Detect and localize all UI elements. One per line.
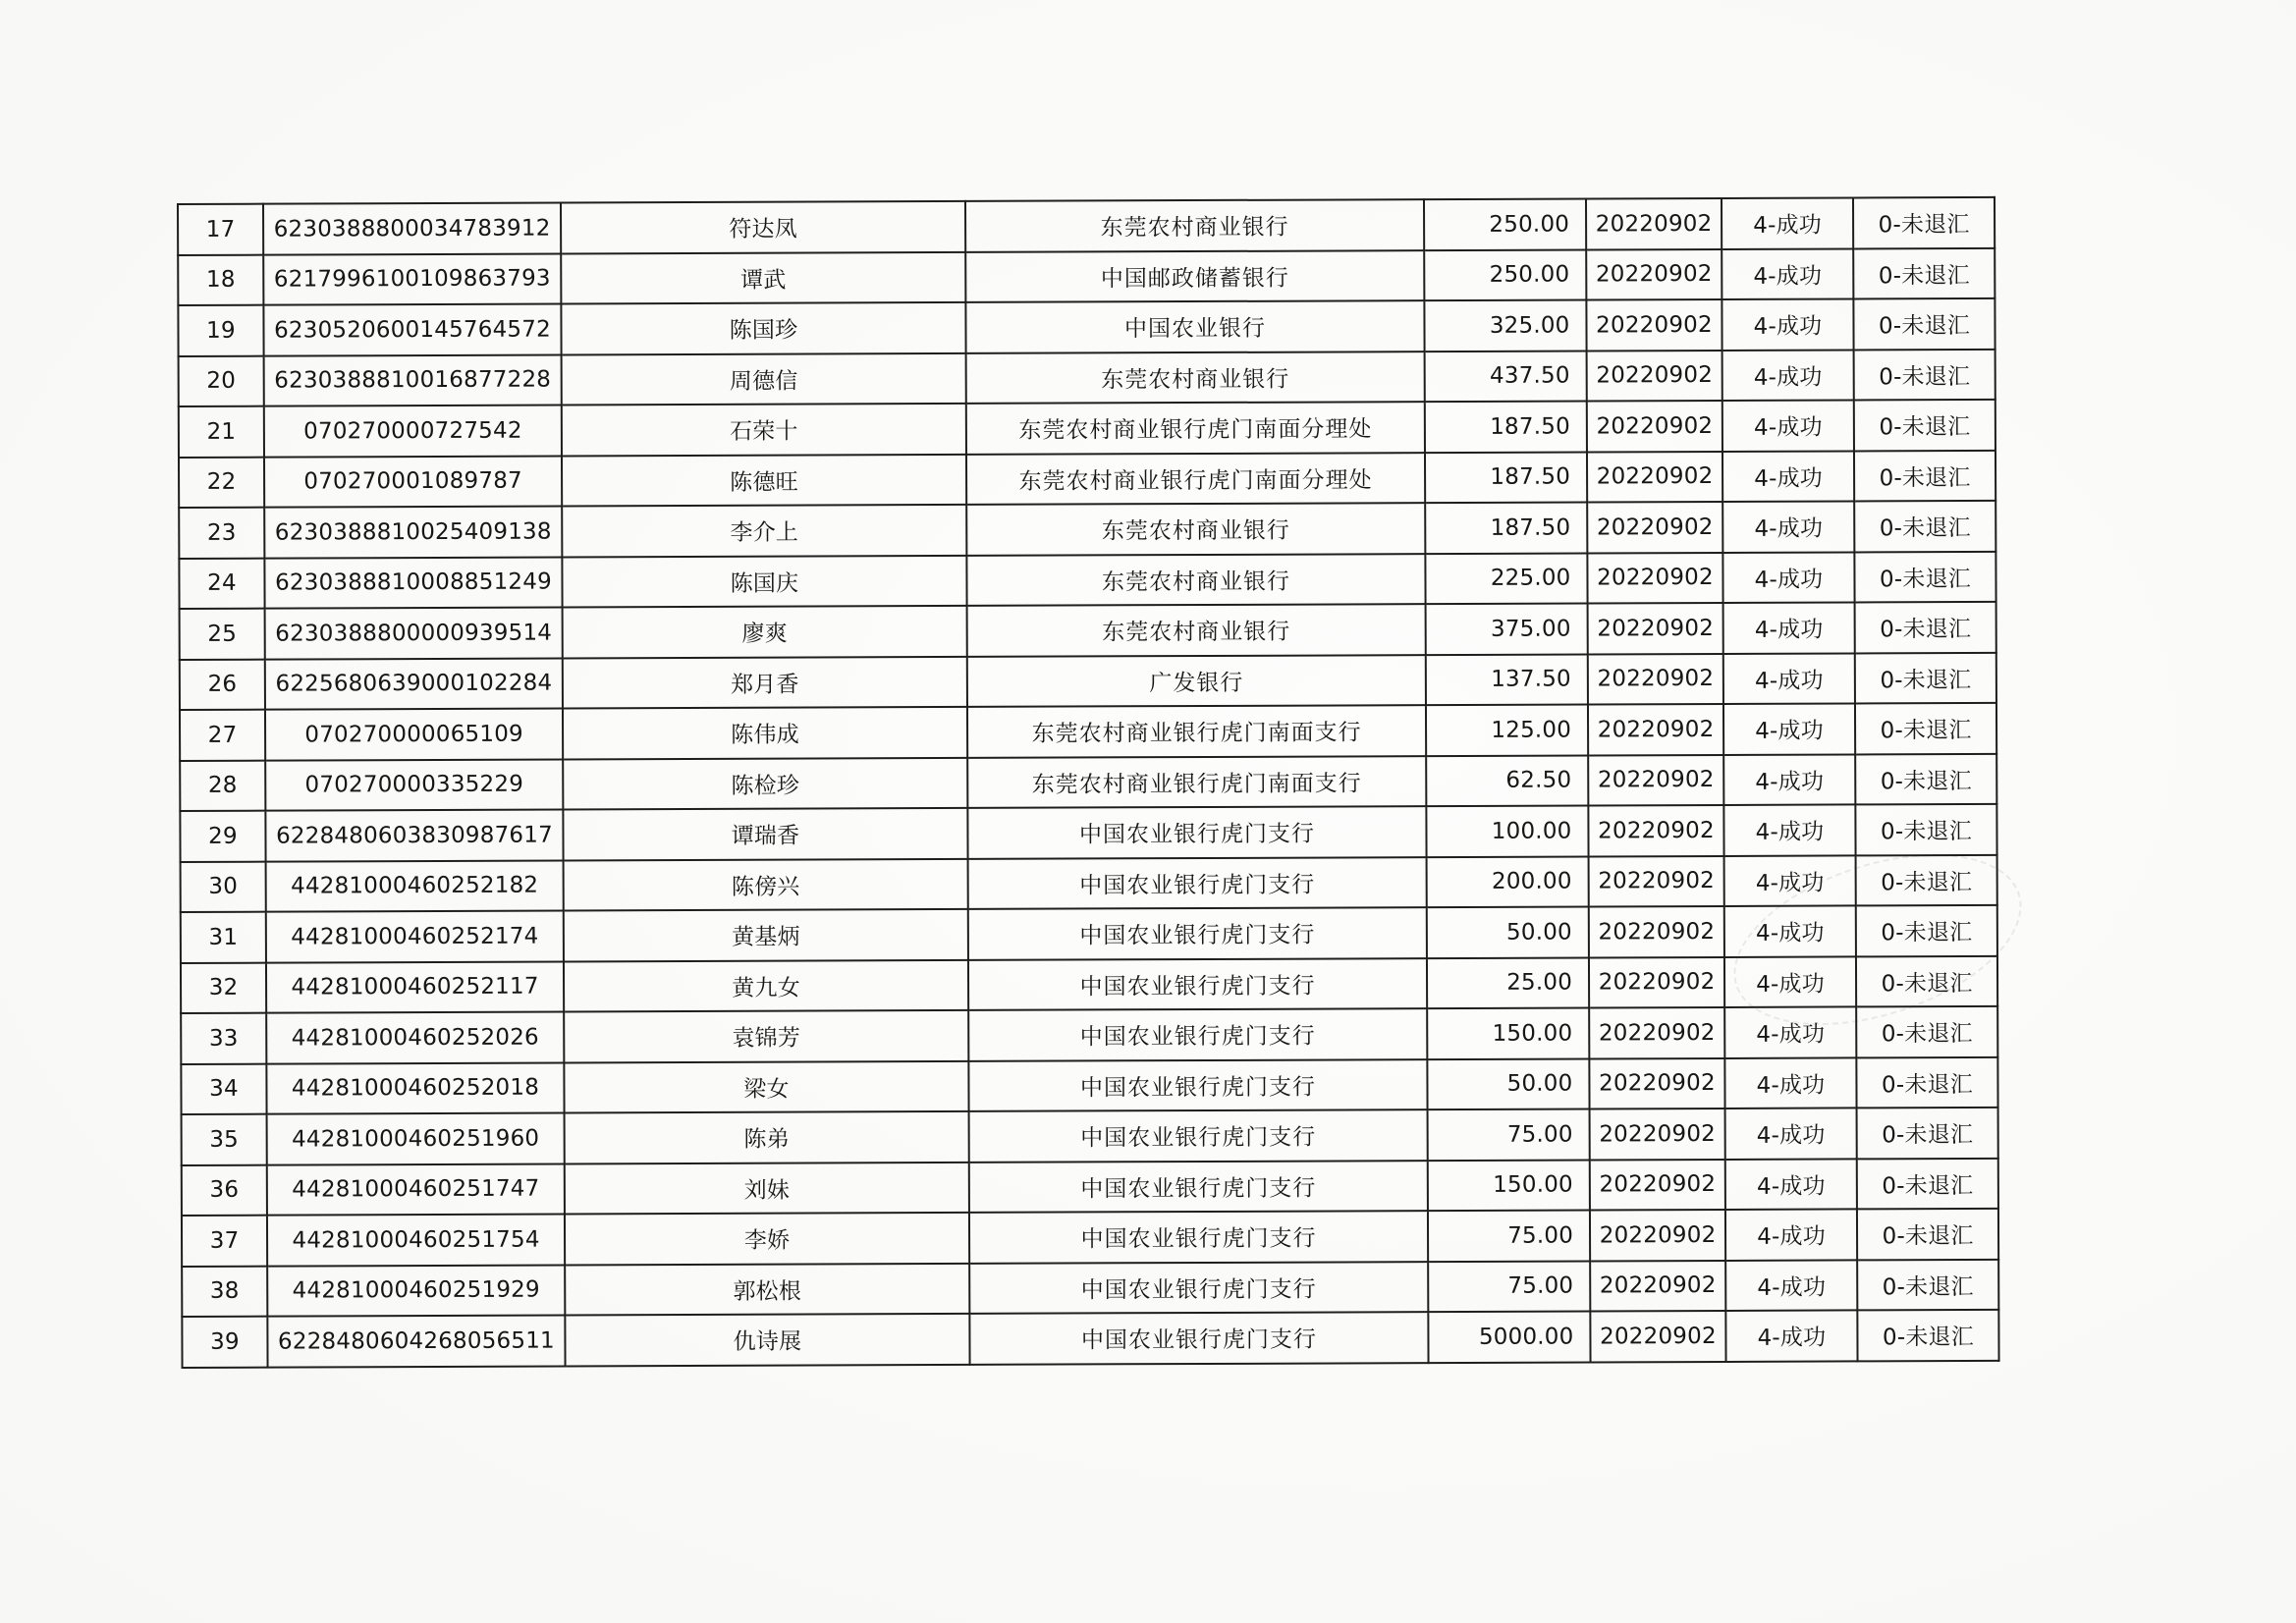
amount-cell: 375.00 [1426, 603, 1588, 654]
account-number-cell: 44281000460252117 [266, 961, 564, 1013]
account-number-cell: 6230520600145764572 [263, 303, 561, 355]
date-cell: 20220902 [1589, 855, 1724, 906]
row-number-cell: 27 [180, 710, 265, 761]
row-number-cell: 26 [180, 659, 265, 710]
status-cell: 4-成功 [1723, 754, 1855, 805]
refund-status-cell: 0-未退汇 [1855, 602, 1996, 653]
bank-name-cell: 中国农业银行虎门支行 [968, 958, 1427, 1010]
bank-name-cell: 东莞农村商业银行 [966, 554, 1425, 606]
amount-cell: 5000.00 [1428, 1311, 1590, 1362]
amount-cell: 225.00 [1425, 553, 1587, 604]
account-number-cell: 44281000460251747 [267, 1163, 565, 1216]
row-number-cell: 28 [180, 760, 265, 811]
account-name-cell: 陈德旺 [562, 454, 966, 506]
status-cell: 4-成功 [1724, 905, 1856, 956]
status-cell: 4-成功 [1723, 653, 1855, 704]
refund-status-cell: 0-未退汇 [1856, 905, 1997, 956]
account-name-cell: 周德信 [562, 352, 966, 405]
date-cell: 20220902 [1590, 1311, 1725, 1362]
account-name-cell: 袁锦芳 [564, 1010, 968, 1062]
date-cell: 20220902 [1587, 401, 1722, 452]
refund-status-cell: 0-未退汇 [1857, 1158, 1998, 1209]
refund-status-cell: 0-未退汇 [1856, 955, 1997, 1006]
table-row [182, 1158, 1998, 1216]
amount-cell: 250.00 [1424, 249, 1586, 300]
refund-status-cell: 0-未退汇 [1856, 1006, 1997, 1057]
table-row [179, 450, 1995, 508]
amount-cell: 125.00 [1426, 704, 1588, 755]
account-name-cell: 刘妹 [565, 1162, 969, 1214]
bank-name-cell: 中国农业银行虎门支行 [967, 806, 1426, 858]
bank-name-cell: 中国邮政储蓄银行 [965, 250, 1424, 302]
refund-status-cell: 0-未退汇 [1857, 1209, 1998, 1260]
status-cell: 4-成功 [1722, 400, 1854, 451]
date-cell: 20220902 [1588, 603, 1723, 654]
status-cell: 4-成功 [1724, 1006, 1856, 1057]
account-number-cell: 44281000460251754 [267, 1214, 565, 1266]
bank-name-cell: 东莞农村商业银行虎门南面分理处 [966, 402, 1425, 454]
account-number-cell: 44281000460252174 [266, 910, 564, 962]
account-name-cell: 李介上 [562, 505, 966, 557]
account-number-cell: 070270000065109 [265, 708, 563, 760]
account-number-cell: 44281000460252182 [266, 860, 564, 912]
status-cell: 4-成功 [1725, 1209, 1857, 1260]
row-number-cell: 34 [181, 1063, 266, 1114]
row-number-cell: 19 [178, 305, 263, 356]
amount-cell: 437.50 [1425, 351, 1587, 402]
table-row [179, 400, 1995, 458]
refund-status-cell: 0-未退汇 [1857, 1108, 1998, 1159]
bank-name-cell: 中国农业银行虎门支行 [968, 907, 1427, 959]
account-number-cell: 6230388810016877228 [264, 354, 562, 406]
row-number-cell: 36 [182, 1164, 267, 1216]
row-number-cell: 23 [179, 508, 264, 559]
status-cell: 4-成功 [1723, 602, 1855, 653]
row-number-cell: 21 [179, 406, 264, 458]
bank-name-cell: 东莞农村商业银行虎门南面支行 [967, 756, 1426, 808]
table-row [181, 1056, 1997, 1114]
bank-name-cell: 中国农业银行虎门支行 [969, 1161, 1428, 1213]
refund-status-cell: 0-未退汇 [1856, 854, 1997, 905]
status-cell: 4-成功 [1725, 1108, 1857, 1159]
status-cell: 4-成功 [1725, 1310, 1857, 1361]
status-cell: 4-成功 [1722, 248, 1853, 299]
date-cell: 20220902 [1587, 502, 1722, 553]
date-cell: 20220902 [1588, 704, 1723, 755]
date-cell: 20220902 [1587, 350, 1722, 401]
table-row [182, 1209, 1998, 1267]
status-cell: 4-成功 [1724, 855, 1856, 906]
table-row [181, 905, 1997, 963]
amount-cell: 325.00 [1424, 299, 1586, 351]
refund-status-cell: 0-未退汇 [1857, 1259, 1998, 1310]
refund-status-cell: 0-未退汇 [1854, 349, 1995, 400]
date-cell: 20220902 [1589, 956, 1724, 1007]
date-cell: 20220902 [1589, 1057, 1724, 1109]
amount-cell: 75.00 [1428, 1261, 1590, 1312]
amount-cell: 25.00 [1427, 957, 1589, 1008]
row-number-cell: 18 [178, 254, 263, 305]
account-number-cell: 6230388810008851249 [264, 557, 562, 609]
date-cell: 20220902 [1588, 653, 1723, 704]
amount-cell: 187.50 [1425, 452, 1587, 503]
status-cell: 4-成功 [1725, 1159, 1857, 1210]
bank-name-cell: 东莞农村商业银行虎门南面支行 [967, 705, 1426, 757]
status-cell: 4-成功 [1722, 197, 1853, 248]
account-number-cell: 6217996100109863793 [263, 253, 561, 305]
refund-status-cell: 0-未退汇 [1855, 703, 1996, 754]
table-row [182, 1259, 1998, 1317]
account-number-cell: 070270000727542 [264, 405, 562, 457]
account-number-cell: 6230388800034783912 [263, 202, 561, 254]
table-body [178, 197, 1999, 1368]
date-cell: 20220902 [1588, 805, 1723, 856]
account-name-cell: 陈国庆 [562, 555, 966, 607]
date-cell: 20220902 [1590, 1210, 1725, 1261]
bank-name-cell: 东莞农村商业银行 [967, 604, 1426, 656]
table-row [180, 703, 1996, 761]
row-number-cell: 29 [180, 811, 265, 862]
status-cell: 4-成功 [1722, 552, 1854, 603]
account-number-cell: 6225680639000102284 [265, 658, 563, 710]
table-row [180, 602, 1996, 660]
status-cell: 4-成功 [1722, 451, 1854, 502]
refund-status-cell: 0-未退汇 [1854, 501, 1995, 552]
status-cell: 4-成功 [1723, 804, 1855, 855]
refund-status-cell: 0-未退汇 [1854, 400, 1995, 451]
bank-name-cell: 中国农业银行虎门支行 [968, 1008, 1427, 1060]
date-cell: 20220902 [1586, 198, 1722, 249]
amount-cell: 50.00 [1427, 906, 1589, 957]
date-cell: 20220902 [1589, 906, 1724, 957]
account-name-cell: 廖爽 [563, 606, 967, 658]
row-number-cell: 31 [181, 912, 266, 963]
status-cell: 4-成功 [1722, 350, 1854, 401]
bank-name-cell: 中国农业银行虎门支行 [969, 1211, 1428, 1263]
refund-status-cell: 0-未退汇 [1857, 1310, 1998, 1361]
account-name-cell: 郑月香 [563, 656, 967, 708]
table-row [180, 804, 1996, 862]
account-name-cell: 仇诗展 [565, 1314, 969, 1366]
refund-status-cell: 0-未退汇 [1854, 450, 1995, 501]
refund-status-cell: 0-未退汇 [1854, 551, 1995, 602]
status-cell: 4-成功 [1725, 1260, 1857, 1311]
account-name-cell: 陈伟成 [563, 707, 967, 759]
date-cell: 20220902 [1587, 552, 1722, 603]
account-number-cell: 070270000335229 [265, 759, 563, 811]
table-row [182, 1108, 1998, 1165]
row-number-cell: 22 [179, 457, 264, 508]
amount-cell: 75.00 [1428, 1210, 1590, 1261]
table-row [179, 349, 1995, 406]
account-number-cell: 44281000460252026 [266, 1011, 564, 1063]
row-number-cell: 37 [182, 1216, 267, 1267]
table-row [181, 955, 1997, 1013]
amount-cell: 150.00 [1428, 1160, 1590, 1211]
amount-cell: 187.50 [1425, 502, 1587, 553]
row-number-cell: 33 [181, 1013, 266, 1064]
status-cell: 4-成功 [1723, 703, 1855, 754]
account-name-cell: 陈傍兴 [564, 858, 968, 910]
bank-name-cell: 东莞农村商业银行虎门南面分理处 [966, 453, 1425, 505]
date-cell: 20220902 [1587, 451, 1722, 502]
table-row [178, 197, 1995, 255]
amount-cell: 75.00 [1428, 1109, 1590, 1160]
date-cell: 20220902 [1590, 1109, 1725, 1160]
date-cell: 20220902 [1590, 1260, 1725, 1311]
row-number-cell: 39 [182, 1317, 267, 1368]
row-number-cell: 24 [179, 558, 264, 609]
bank-name-cell: 中国农业银行虎门支行 [969, 1109, 1428, 1162]
account-name-cell: 梁女 [564, 1060, 968, 1112]
account-name-cell: 黄基炳 [564, 909, 968, 961]
account-name-cell: 黄九女 [564, 959, 968, 1011]
bank-name-cell: 广发银行 [967, 655, 1426, 707]
date-cell: 20220902 [1586, 299, 1722, 351]
account-name-cell: 谭武 [561, 251, 965, 303]
table-row [182, 1310, 1998, 1368]
account-number-cell: 44281000460251929 [267, 1265, 565, 1317]
bank-name-cell: 东莞农村商业银行 [966, 352, 1425, 404]
payment-records-table [177, 196, 2000, 1369]
table-row [180, 652, 1996, 710]
bank-name-cell: 中国农业银行虎门支行 [969, 1312, 1428, 1364]
amount-cell: 150.00 [1427, 1007, 1589, 1058]
account-number-cell: 44281000460251960 [267, 1112, 565, 1164]
date-cell: 20220902 [1586, 248, 1722, 299]
row-number-cell: 30 [181, 861, 266, 912]
row-number-cell: 17 [178, 204, 263, 255]
date-cell: 20220902 [1588, 754, 1723, 805]
account-number-cell: 070270001089787 [264, 456, 562, 508]
account-name-cell: 陈国珍 [561, 302, 965, 354]
account-name-cell: 陈检珍 [563, 757, 967, 809]
row-number-cell: 25 [180, 609, 265, 660]
account-name-cell: 石荣十 [562, 404, 966, 456]
account-name-cell: 陈弟 [565, 1111, 969, 1163]
status-cell: 4-成功 [1724, 1057, 1856, 1109]
table-row [179, 551, 1995, 609]
refund-status-cell: 0-未退汇 [1853, 298, 1995, 350]
table-row [181, 1006, 1997, 1064]
account-name-cell: 符达凤 [561, 201, 965, 253]
amount-cell: 187.50 [1425, 401, 1587, 452]
row-number-cell: 35 [182, 1114, 267, 1165]
refund-status-cell: 0-未退汇 [1855, 804, 1996, 855]
table-row [178, 247, 1995, 305]
amount-cell: 100.00 [1426, 805, 1588, 856]
account-number-cell: 6228480603830987617 [265, 809, 563, 861]
bank-name-cell: 中国农业银行虎门支行 [968, 857, 1427, 909]
amount-cell: 200.00 [1427, 856, 1589, 907]
refund-status-cell: 0-未退汇 [1853, 247, 1995, 298]
table-row [181, 854, 1997, 912]
bank-name-cell: 中国农业银行虎门支行 [969, 1262, 1428, 1314]
row-number-cell: 32 [181, 962, 266, 1013]
table-row [179, 501, 1995, 559]
refund-status-cell: 0-未退汇 [1855, 652, 1996, 703]
account-number-cell: 44281000460252018 [266, 1062, 564, 1114]
bank-name-cell: 东莞农村商业银行 [966, 503, 1425, 555]
table-row [178, 298, 1995, 356]
amount-cell: 137.50 [1426, 654, 1588, 705]
account-number-cell: 6230388810025409138 [264, 506, 562, 558]
bank-name-cell: 中国农业银行虎门支行 [968, 1059, 1427, 1111]
row-number-cell: 38 [182, 1266, 267, 1317]
refund-status-cell: 0-未退汇 [1855, 753, 1996, 804]
account-number-cell: 6228480604268056511 [267, 1315, 565, 1367]
refund-status-cell: 0-未退汇 [1856, 1056, 1997, 1108]
status-cell: 4-成功 [1724, 956, 1856, 1007]
amount-cell: 50.00 [1427, 1058, 1589, 1109]
amount-cell: 62.50 [1426, 755, 1588, 806]
amount-cell: 250.00 [1424, 198, 1586, 249]
date-cell: 20220902 [1590, 1159, 1725, 1210]
status-cell: 4-成功 [1722, 501, 1854, 552]
account-name-cell: 谭瑞香 [563, 808, 967, 860]
account-name-cell: 李娇 [565, 1213, 969, 1265]
bank-name-cell: 中国农业银行 [965, 300, 1424, 352]
status-cell: 4-成功 [1722, 298, 1853, 350]
date-cell: 20220902 [1589, 1007, 1724, 1058]
bank-name-cell: 东莞农村商业银行 [965, 199, 1424, 251]
table-row [180, 753, 1996, 811]
row-number-cell: 20 [179, 355, 264, 406]
table-container [177, 196, 2000, 1369]
account-name-cell: 郭松根 [565, 1263, 969, 1315]
account-number-cell: 6230388800000939514 [265, 607, 563, 659]
refund-status-cell: 0-未退汇 [1853, 197, 1995, 248]
